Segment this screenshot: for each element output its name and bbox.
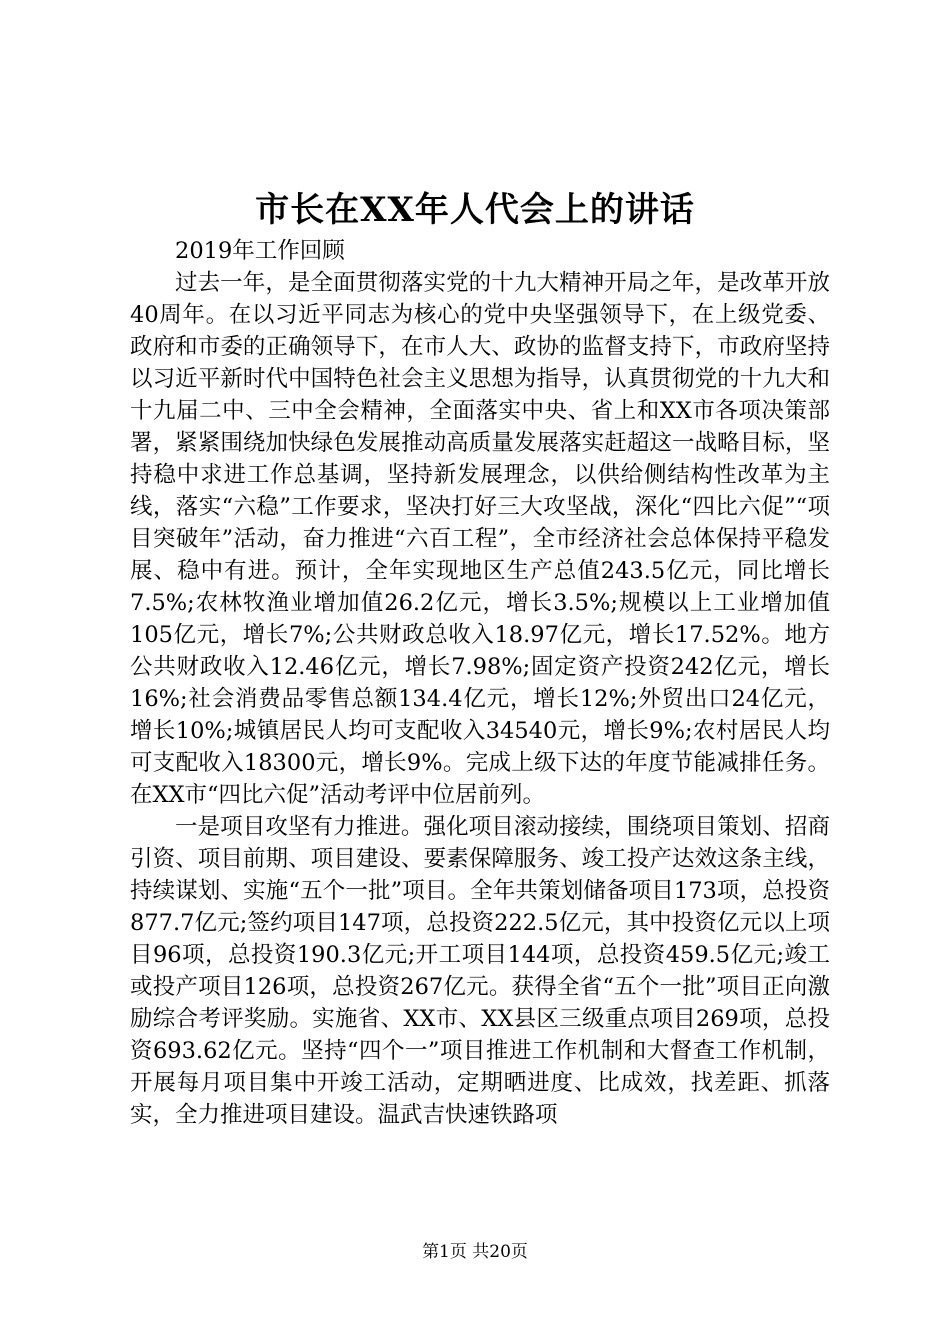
paragraph-review: 过去一年，是全面贯彻落实党的十九大精神开局之年，是改革开放40周年。在以习近平同志为核心的党中央坚强领导下，在上级党委、政府和市委的正确领导下，在市人大、政协的监督支持下，市政府坚持以习近平新时代中国特色社会主义思想为指导，认真贯彻党的十九大和十九届二中、三中全会精神，全面落实中央、省上和XX市各项决策部署，紧紧围绕加快绿色发展推动高质量发展落实赶超这一战略目标，坚持稳中求进工作总基调，坚持新发展理念，以供给侧结构性改革为主线，落实“六稳”工作要求，坚决打好三大攻坚战，深化“四比六促”“项目突破年”活动，奋力推进“六百工程”，全市经济社会总体保持平稳发展、稳中有进。预计，全年实现地区生产总值243.5亿元，同比增长7.5%;农林牧渔业增加值26.2亿元，增长3.5%;规模以上工业增加值105亿元，增长7%;公共财政总收入18.97亿元，增长17.52%。地方公共财政收入12.46亿元，增长7.98%;固定资产投资242亿元，增长16%;社会消费品零售总额134.4亿元，增长12%;外贸出口24亿元，增长10%;城镇居民人均可支配收入34540元，增长9%;农村居民人均可支配收入18300元，增长9%。完成上级下达的年度节能减排任务。在XX市“四比六促”活动考评中位居前列。 [130,270,830,808]
page-footer: 第1页 共20页 [422,1242,528,1262]
section-heading: 2019年工作回顾 [175,238,345,264]
document-title: 市长在XX年人代会上的讲话 [255,190,695,230]
paragraph-projects: 一是项目攻坚有力推进。强化项目滚动接续，围绕项目策划、招商引资、项目前期、项目建设、要素保障服务、竣工投产达效这条主线，持续谋划、实施“五个一批”项目。全年共策划储备项目173项，总投资877.7亿元;签约项目147项，总投资222.5亿元，其中投资亿元以上项目96项，总投资190.3亿元;开工项目144项，总投资459.5亿元;竣工或投产项目126项，总投资267亿元。获得全省“五个一批”项目正向激励综合考评奖励。实施省、XX市、XX县区三级重点项目269项，总投资693.62亿元。坚持“四个一”项目推进工作机制和大督查工作机制，开展每月项目集中开竣工活动，定期晒进度、比成效，找差距、抓落实，全力推进项目建设。温武吉快速铁路项 [130,814,830,1128]
document-body [130,235,830,1131]
